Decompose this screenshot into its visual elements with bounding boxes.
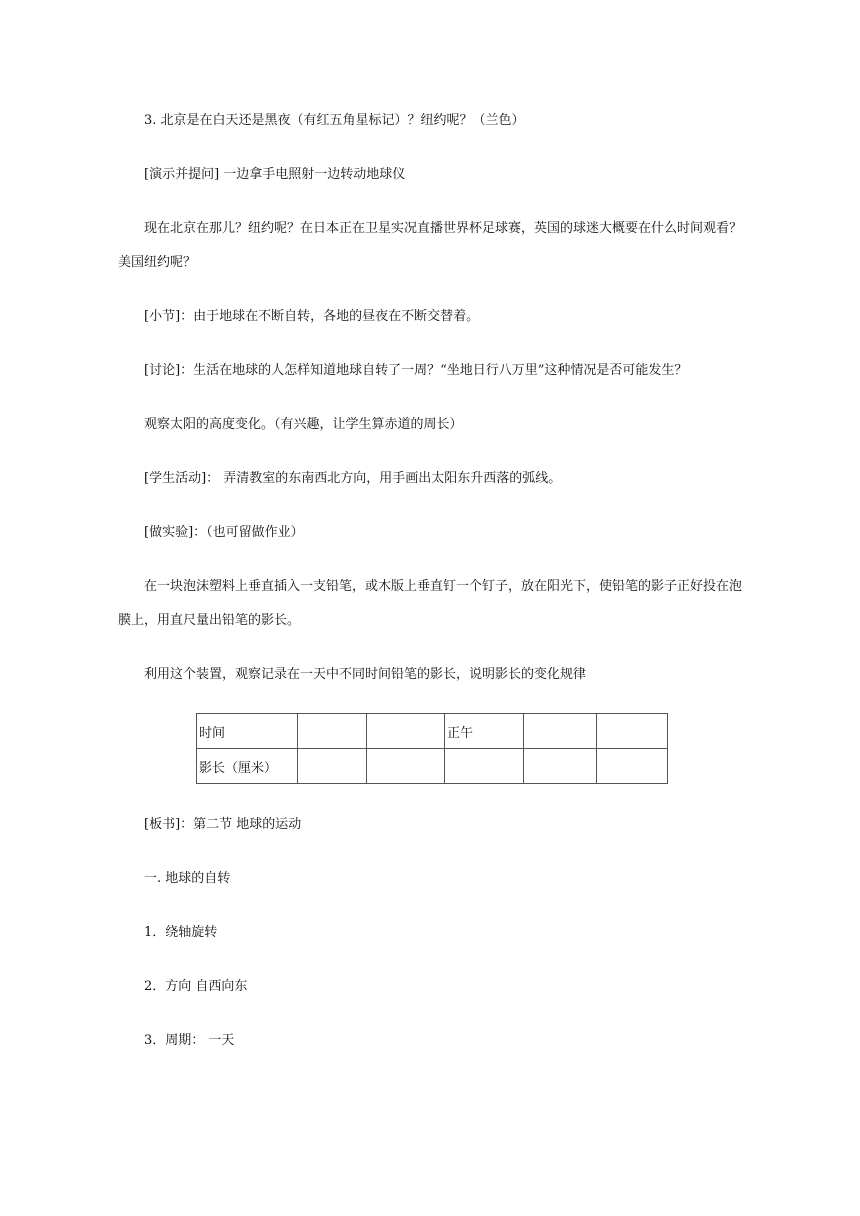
table-cell: 正午 (445, 714, 524, 749)
table-cell (298, 749, 367, 784)
table-cell (524, 749, 597, 784)
list-item-direction: 2．方向 自西向东 (144, 979, 248, 994)
table-cell (298, 714, 367, 749)
table-row (197, 749, 668, 784)
paragraph-pencil-line2: 膜上，用直尺量出铅笔的影长。 (118, 613, 301, 628)
paragraph-pencil-line1: 在一块泡沫塑料上垂直插入一支铅笔，或木版上垂直钉一个钉子，放在阳光下，使铅笔的影子正好投在泡 (144, 579, 743, 594)
table-cell (524, 714, 597, 749)
table-cell: 时间 (197, 714, 298, 749)
paragraph-experiment: [做实验]：（也可留做作业） (144, 525, 304, 540)
list-item-period: 3．周期： 一天 (144, 1033, 235, 1048)
list-item-axis-rotation: 1．绕轴旋转 (144, 925, 218, 940)
table-cell: 影长（厘米） (197, 749, 298, 784)
paragraph-blackboard: [板书]：第二节 地球的运动 (144, 817, 302, 832)
heading-earth-rotation: 一. 地球的自转 (144, 871, 231, 886)
paragraph-discussion: [讨论]：生活在地球的人怎样知道地球自转了一周？“坐地日行八万里”这种情况是否可能发生？ (144, 363, 688, 378)
paragraph-device-observe: 利用这个装置，观察记录在一天中不同时间铅笔的影长，说明影长的变化规律 (144, 667, 587, 682)
table-cell (367, 714, 445, 749)
table-cell (597, 749, 668, 784)
paragraph-demo-question: [演示并提问] 一边拿手电照射一边转动地球仪 (144, 167, 406, 182)
paragraph-sun-height: 观察太阳的高度变化。（有兴趣，让学生算赤道的周长） (144, 417, 463, 432)
paragraph-worldcup-line2: 美国纽约呢？ (118, 255, 197, 270)
table-row (197, 714, 668, 749)
paragraph-student-activity: [学生活动]： 弄清教室的东南西北方向，用手画出太阳东升西落的弧线。 (144, 471, 562, 486)
paragraph-beijing-day-night: 3. 北京是在白天还是黑夜（有红五角星标记）？纽约呢？（兰色） (144, 113, 525, 128)
table-cell (367, 749, 445, 784)
shadow-length-table (196, 713, 668, 784)
paragraph-worldcup-line1: 现在北京在那儿？纽约呢？在日本正在卫星实况直播世界杯足球赛，英国的球迷大概要在什么时间观看？ (144, 221, 743, 236)
table-cell (445, 749, 524, 784)
paragraph-summary: [小节]：由于地球在不断自转，各地的昼夜在不断交替着。 (144, 309, 480, 324)
table-cell (597, 714, 668, 749)
